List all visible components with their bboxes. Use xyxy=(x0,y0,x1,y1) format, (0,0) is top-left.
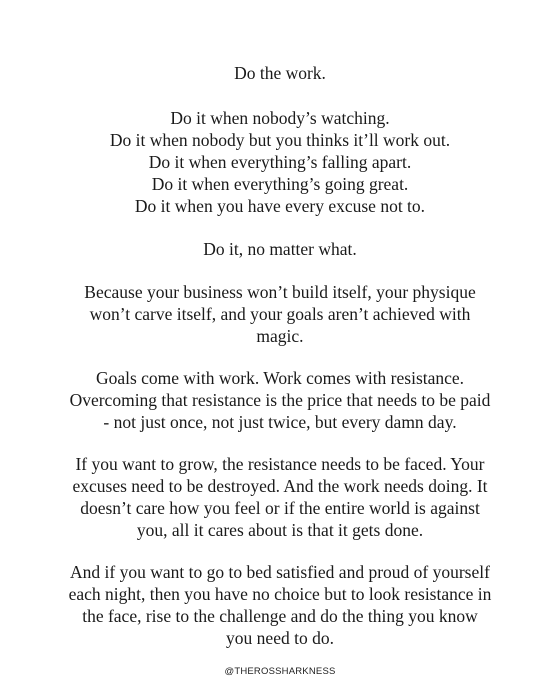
quote-heading: Do the work. xyxy=(234,63,326,83)
stanza-line: Do it when nobody’s watching. xyxy=(170,108,390,128)
stanza-line: Do it when everything’s falling apart. xyxy=(148,152,412,172)
paragraph-line: you, all it cares about is that it gets done. xyxy=(136,520,424,540)
paragraph-line: Overcoming that resistance is the price that needs to be paid xyxy=(69,390,491,410)
paragraph-line: Goals come with work. Work comes with resistance. xyxy=(95,368,465,388)
paragraph-line: you need to do. xyxy=(226,628,334,648)
stanza-line: Do it when everything’s going great. xyxy=(151,174,409,194)
author-handle: @THEROSSHARKNESS xyxy=(224,666,336,677)
paragraph-line: magic. xyxy=(256,326,304,346)
paragraph-line: each night, then you have no choice but to look resistance in xyxy=(68,584,492,604)
paragraph-line: Because your business won’t build itself, your physique xyxy=(84,282,476,302)
paragraph-line: doesn’t care how you feel or if the entire world is against xyxy=(80,498,480,518)
paragraph-line: If you want to grow, the resistance needs to be faced. Your xyxy=(75,454,485,474)
stanza-line: Do it when you have every excuse not to. xyxy=(134,196,426,216)
paragraph-line: the face, rise to the challenge and do the thing you know xyxy=(82,606,478,626)
stanza-line: Do it when nobody but you thinks it’ll work out. xyxy=(109,130,451,150)
no-matter-line: Do it, no matter what. xyxy=(203,239,357,259)
paragraph-line: won’t carve itself, and your goals aren’t achieved with xyxy=(89,304,471,324)
paragraph-line: - not just once, not just twice, but every damn day. xyxy=(103,412,457,432)
paragraph-line: And if you want to go to bed satisfied and proud of yourself xyxy=(70,562,490,582)
paragraph-line: excuses need to be destroyed. And the work needs doing. It xyxy=(72,476,488,496)
